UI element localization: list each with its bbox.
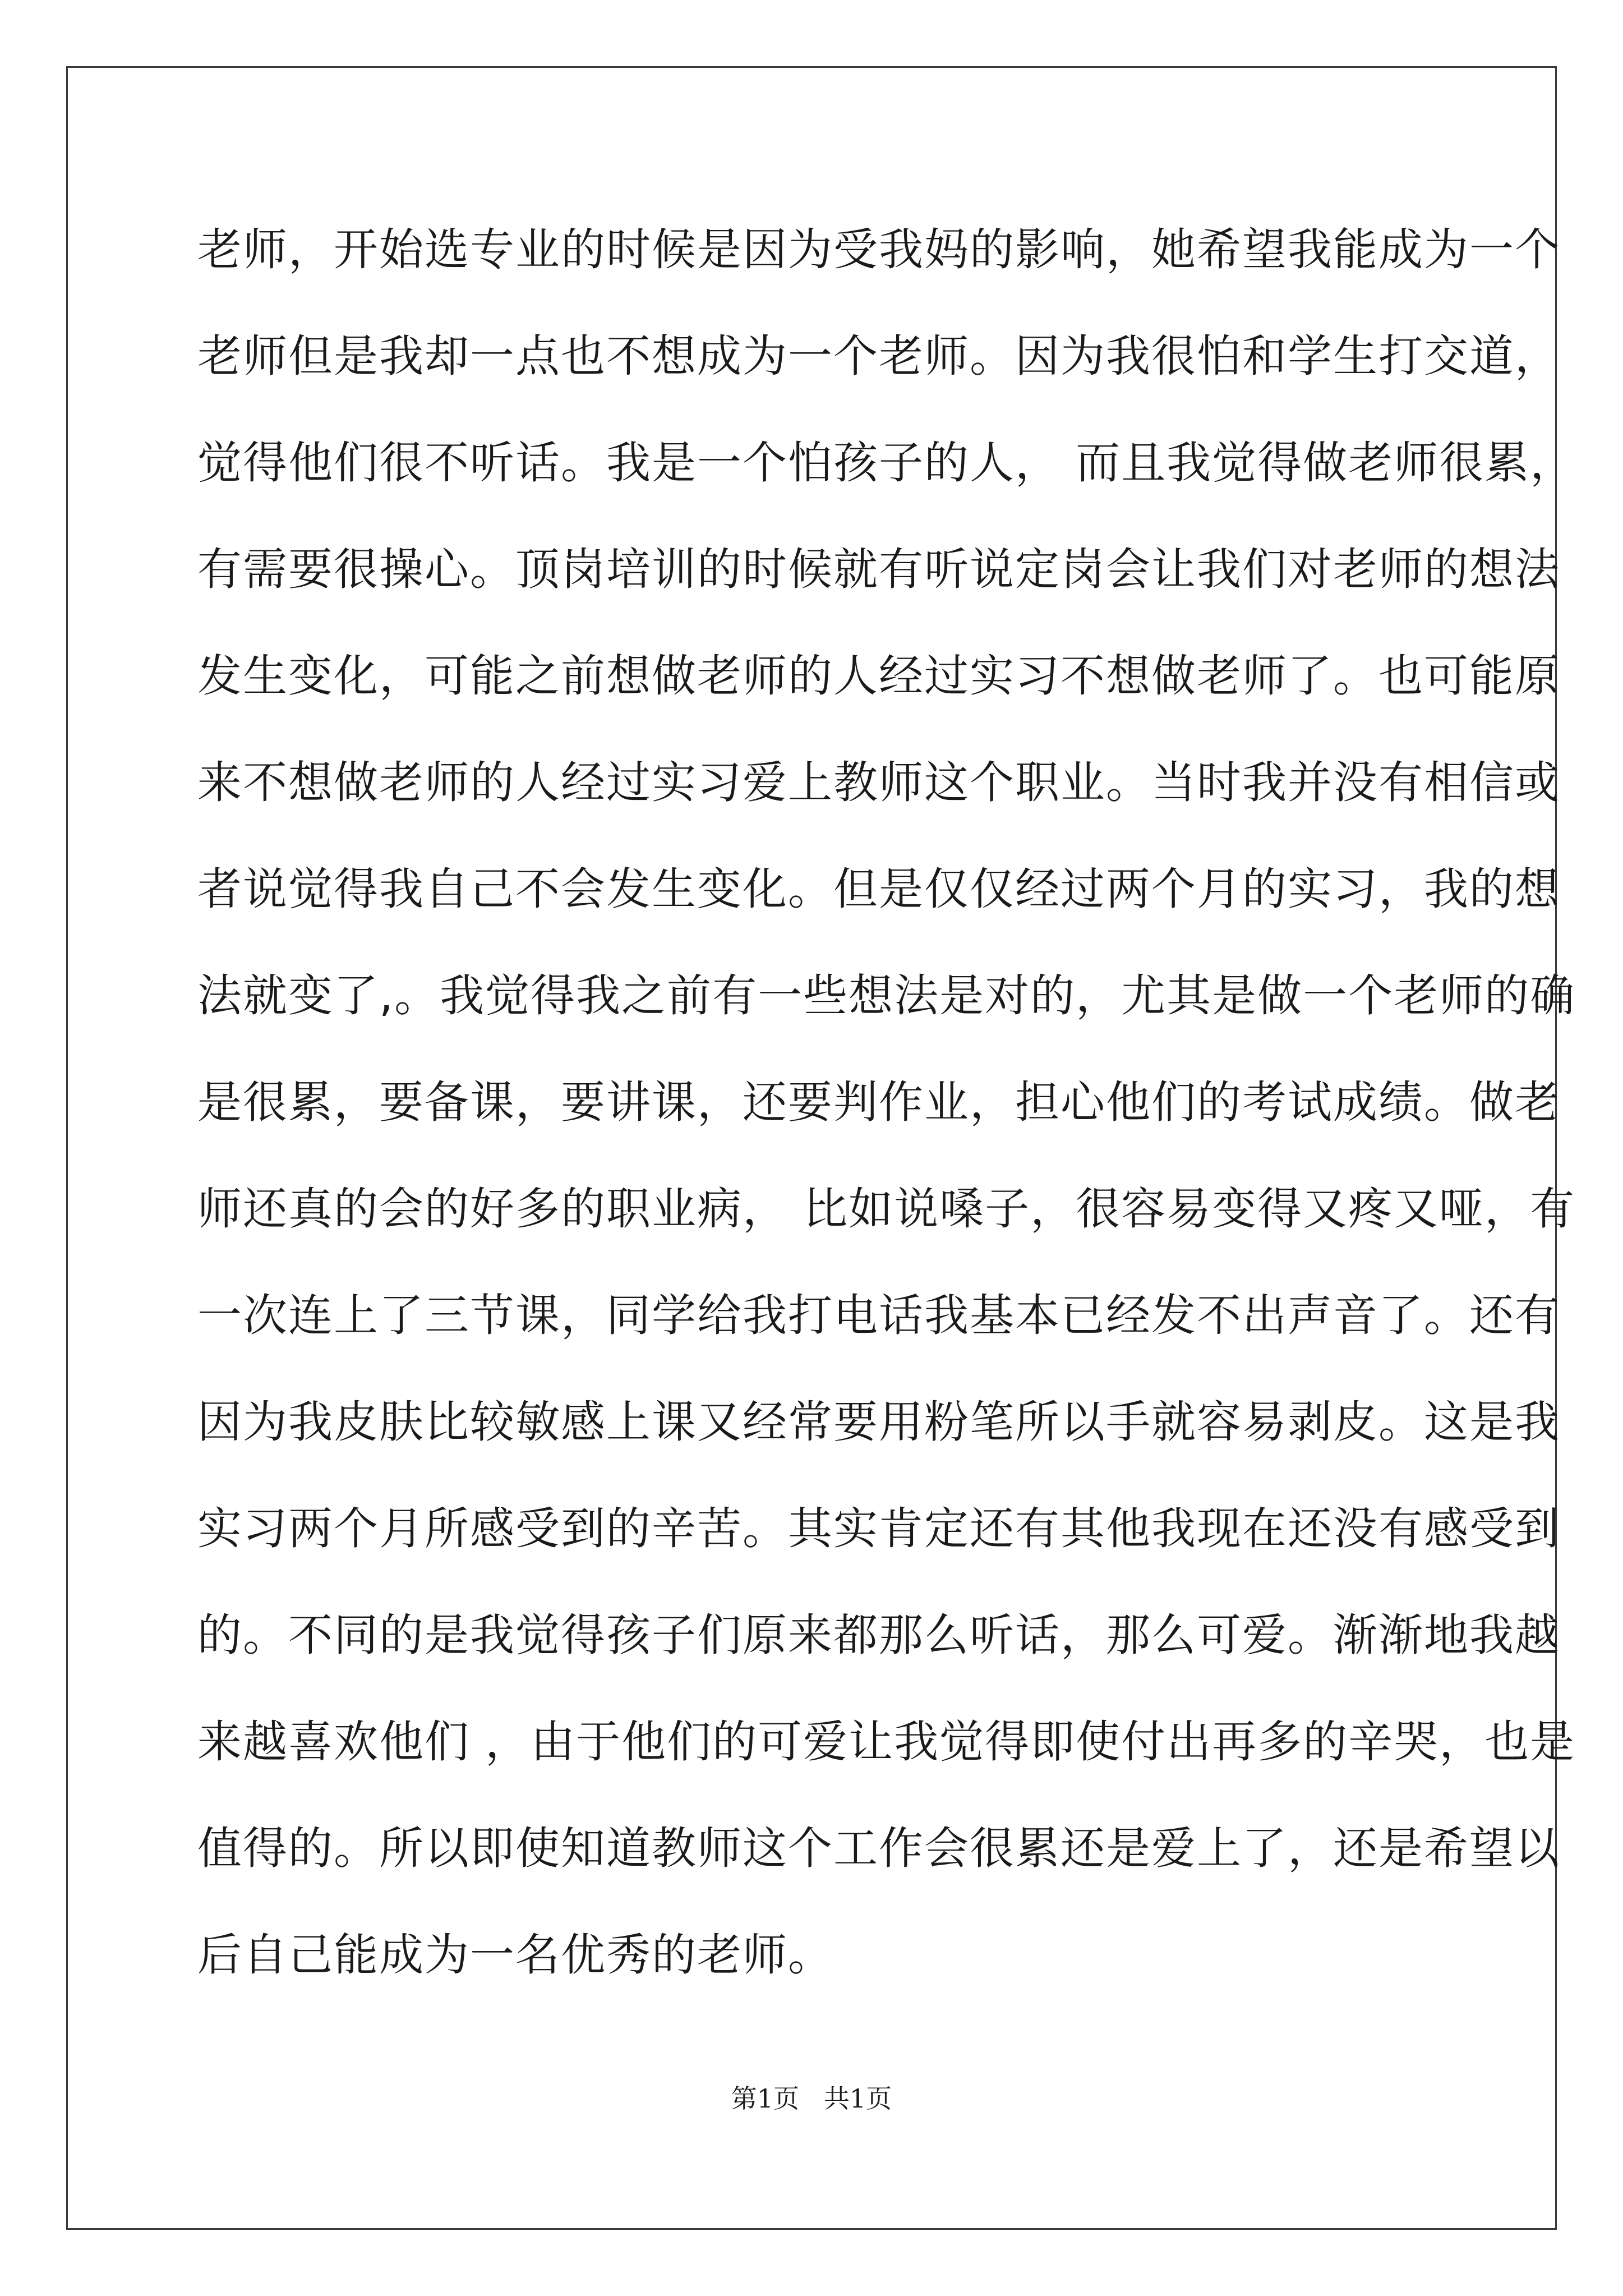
text-line: 有需要很操心。顶岗培训的时候就有听说定岗会让我们对老师的想法 — [197, 544, 1560, 595]
text-line: 一次连上了三节课，同学给我打电话我基本已经发不出声音了。还有 — [197, 1290, 1560, 1341]
text-line: 值得的。所以即使知道教师这个工作会很累还是爱上了，还是希望以 — [197, 1823, 1560, 1874]
page-footer: 第1页 共1页 — [731, 2083, 892, 2114]
text-line: 发生变化，可能之前想做老师的人经过实习不想做老师了。也可能原 — [197, 650, 1560, 702]
text-line: 老师，开始选专业的时候是因为受我妈的影响，她希望我能成为一个 — [197, 224, 1560, 275]
text-line: 觉得他们很不听话。我是一个怕孩子的人， 而且我觉得做老师很累， — [197, 437, 1576, 489]
text-line: 者说觉得我自己不会发生变化。但是仅仅经过两个月的实习，我的想 — [197, 863, 1560, 915]
text-line: 实习两个月所感受到的辛苦。其实肯定还有其他我现在还没有感受到 — [197, 1503, 1560, 1554]
text-line: 的。不同的是我觉得孩子们原来都那么听话，那么可爱。渐渐地我越 — [197, 1609, 1560, 1661]
text-line: 后自己能成为一名优秀的老师。 — [197, 1929, 833, 1981]
text-line: 师还真的会的好多的职业病， 比如说嗓子，很容易变得又疼又哑，有 — [197, 1183, 1576, 1235]
text-line: 法就变了,。我觉得我之前有一些想法是对的，尤其是做一个老师的确 — [197, 970, 1576, 1022]
text-line: 因为我皮肤比较敏感上课又经常要用粉笔所以手就容易剥皮。这是我 — [197, 1396, 1560, 1448]
text-line: 来不想做老师的人经过实习爱上教师这个职业。当时我并没有相信或 — [197, 757, 1560, 808]
text-line: 来越喜欢他们 ，由于他们的可爱让我觉得即使付出再多的辛哭，也是 — [197, 1716, 1576, 1768]
text-line: 老师但是我却一点也不想成为一个老师。因为我很怕和学生打交道， — [197, 330, 1560, 382]
text-line: 是很累，要备课，要讲课，还要判作业，担心他们的考试成绩。做老 — [197, 1076, 1560, 1128]
